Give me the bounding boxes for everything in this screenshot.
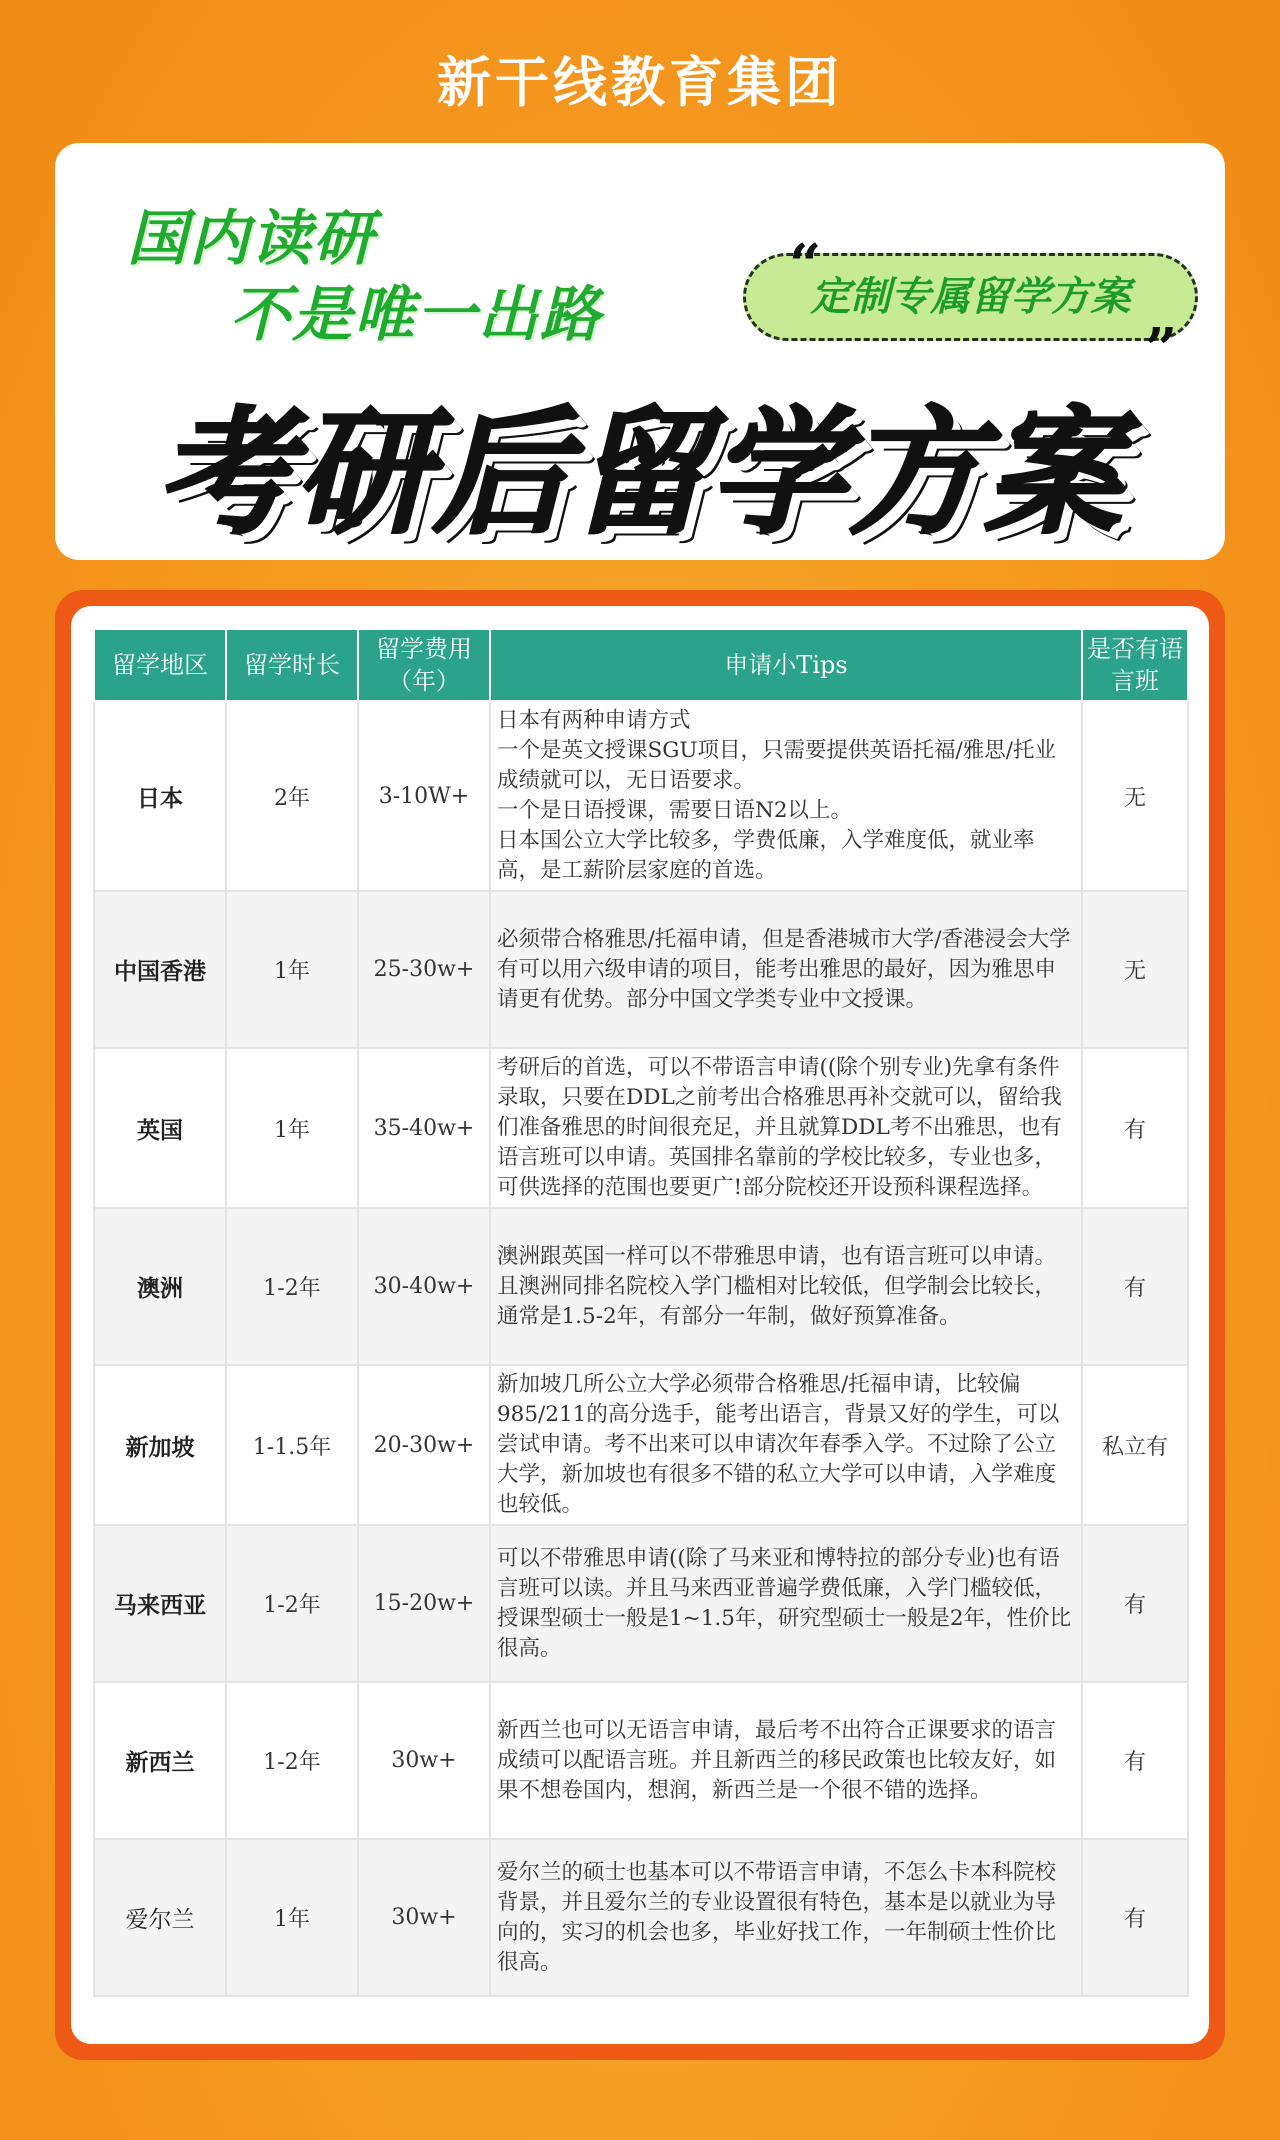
language-class-cell: 有 <box>1082 1525 1188 1682</box>
duration-cell: 1年 <box>226 1048 358 1208</box>
region-cell: 英国 <box>94 1048 226 1208</box>
custom-plan-bubble: 定制专属留学方案 <box>743 253 1198 341</box>
tips-cell: 新加坡几所公立大学必须带合格雅思/托福申请，比较偏985/211的高分选手，能考出语言，背景又好的学生，可以尝试申请。考不出来可以申请次年春季入学。不过除了公立大学，新加坡也有很多不错的私立大学可以申请，入学难度也较低。 <box>490 1365 1082 1525</box>
region-cell: 日本 <box>94 701 226 891</box>
slogan-line-1: 国内读研 <box>127 204 375 274</box>
language-class-cell: 有 <box>1082 1682 1188 1839</box>
tips-cell: 考研后的首选，可以不带语言申请((除个别专业)先拿有条件录取，只要在DDL之前考出合格雅思再补交就可以，留给我们准备雅思的时间很充足，并且就算DDL考不出雅思，也有语言班可以申请。英国排名靠前的学校比较多，专业也多，可供选择的范围也要更广!部分院校还开设预科课程选择。 <box>490 1048 1082 1208</box>
open-quote-icon: “ <box>789 232 822 298</box>
tips-cell: 爱尔兰的硕士也基本可以不带语言申请，不怎么卡本科院校背景，并且爱尔兰的专业设置很有特色，基本是以就业为导向的，实习的机会也多，毕业好找工作，一年制硕士性价比很高。 <box>490 1839 1082 1996</box>
table-row <box>94 1365 1188 1525</box>
cost-cell: 20-30w+ <box>358 1365 490 1525</box>
tips-cell: 可以不带雅思申请((除了马来亚和博特拉的部分专业)也有语言班可以读。并且马来西亚普遍学费低廉，入学门槛较低，授课型硕士一般是1~1.5年，研究型硕士一般是2年，性价比很高。 <box>490 1525 1082 1682</box>
table-row <box>94 1208 1188 1365</box>
duration-cell: 1-2年 <box>226 1682 358 1839</box>
table-row <box>94 1048 1188 1208</box>
brand-title: 新干线教育集团 <box>437 51 843 114</box>
table-row <box>94 891 1188 1048</box>
table-card <box>71 606 1209 2044</box>
header-region: 留学地区 <box>94 629 226 701</box>
cost-cell: 35-40w+ <box>358 1048 490 1208</box>
slogan-line-2: 不是唯一出路 <box>230 280 602 350</box>
cost-cell: 30w+ <box>358 1839 490 1996</box>
tips-cell: 必须带合格雅思/托福申请，但是香港城市大学/香港浸会大学有可以用六级申请的项目，能考出雅思的最好，因为雅思申请更有优势。部分中国文学类专业中文授课。 <box>490 891 1082 1048</box>
header-language-class: 是否有语言班 <box>1082 629 1188 701</box>
language-class-cell: 有 <box>1082 1839 1188 1996</box>
tips-cell: 新西兰也可以无语言申请，最后考不出符合正课要求的语言成绩可以配语言班。并且新西兰的移民政策也比较友好，如果不想卷国内，想润，新西兰是一个很不错的选择。 <box>490 1682 1082 1839</box>
table-row <box>94 701 1188 891</box>
close-quote-icon: ” <box>1145 316 1178 382</box>
region-cell: 马来西亚 <box>94 1525 226 1682</box>
region-cell: 新加坡 <box>94 1365 226 1525</box>
main-title: 考研后留学方案 <box>157 395 1123 553</box>
cost-cell: 25-30w+ <box>358 891 490 1048</box>
tips-cell: 澳洲跟英国一样可以不带雅思申请，也有语言班可以申请。且澳洲同排名院校入学门槛相对比较低，但学制会比较长，通常是1.5-2年，有部分一年制，做好预算准备。 <box>490 1208 1082 1365</box>
cost-cell: 3-10W+ <box>358 701 490 891</box>
duration-cell: 1-2年 <box>226 1525 358 1682</box>
table-frame <box>55 590 1225 2060</box>
cost-cell: 30-40w+ <box>358 1208 490 1365</box>
duration-cell: 1-2年 <box>226 1208 358 1365</box>
hero-banner <box>55 143 1225 560</box>
table-row <box>94 1525 1188 1682</box>
header-cost: 留学费用（年） <box>358 629 490 701</box>
cost-cell: 30w+ <box>358 1682 490 1839</box>
language-class-cell: 有 <box>1082 1208 1188 1365</box>
region-cell: 中国香港 <box>94 891 226 1048</box>
language-class-cell: 无 <box>1082 701 1188 891</box>
table-row <box>94 1839 1188 1996</box>
language-class-cell: 私立有 <box>1082 1365 1188 1525</box>
header-duration: 留学时长 <box>226 629 358 701</box>
language-class-cell: 无 <box>1082 891 1188 1048</box>
duration-cell: 1-1.5年 <box>226 1365 358 1525</box>
study-abroad-table <box>93 628 1189 1997</box>
duration-cell: 1年 <box>226 1839 358 1996</box>
duration-cell: 1年 <box>226 891 358 1048</box>
table-row <box>94 1682 1188 1839</box>
table-header-row <box>94 629 1188 701</box>
header-tips: 申请小Tips <box>490 629 1082 701</box>
region-cell: 爱尔兰 <box>94 1839 226 1996</box>
region-cell: 澳洲 <box>94 1208 226 1365</box>
region-cell: 新西兰 <box>94 1682 226 1839</box>
duration-cell: 2年 <box>226 701 358 891</box>
tips-cell: 日本有两种申请方式 一个是英文授课SGU项目，只需要提供英语托福/雅思/托业成绩就可以，无日语要求。 一个是日语授课，需要日语N2以上。 日本国公立大学比较多，学费低廉，入学难度低，就业率高，是工薪阶层家庭的首选。 <box>490 701 1082 891</box>
cost-cell: 15-20w+ <box>358 1525 490 1682</box>
language-class-cell: 有 <box>1082 1048 1188 1208</box>
